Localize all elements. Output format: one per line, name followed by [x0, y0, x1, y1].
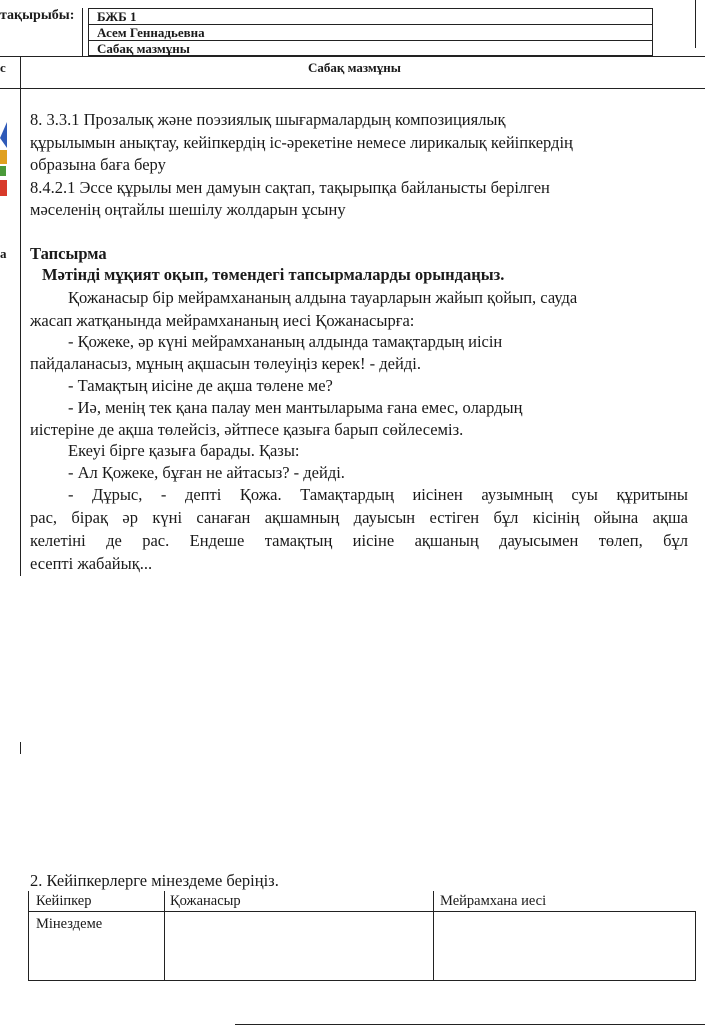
table-header-character: Кейіпкер	[36, 893, 92, 909]
story-line: - Қожеке, әр күні мейрамхананың алдында тамақтардың иісін	[68, 332, 503, 351]
table-right-border	[695, 911, 696, 981]
characteristics-table	[28, 891, 696, 981]
header-row-teacher: Асем Геннадьевна	[88, 24, 653, 40]
table-row-label-characteristic: Мінездеме	[36, 916, 103, 932]
objective-line-2: құрылымын анықтау, кейіпкердің іс-әрекетіне немесе лирикалық кейіпкердің	[30, 133, 573, 152]
story-line: келетіні де рас. Ендеше тамақтың иісіне ақшаның дауысымен төлеп, бұл	[30, 531, 688, 550]
story-line: Екеуі бірге қазыға барады. Қазы:	[68, 441, 300, 460]
table-left-border	[28, 891, 29, 981]
header-row-content: Сабақ мазмұны	[88, 40, 653, 56]
left-column-divider	[20, 56, 21, 576]
objective-line-3: образына баға беру	[30, 155, 166, 174]
table-col-divider-2	[433, 891, 434, 981]
story-line: - Ал Қожеке, бұған не айтасыз? - дейді.	[68, 463, 345, 482]
header-row-bjb: БЖБ 1	[88, 8, 653, 24]
main-column-header: Сабақ мазмұны	[308, 60, 401, 75]
margin-tick	[20, 742, 21, 754]
table-header-restaurant-owner: Мейрамхана иесі	[440, 893, 547, 909]
margin-label: а	[0, 246, 7, 261]
page-bottom-border	[235, 1024, 705, 1025]
story-line: - Иә, менің тек қана палау мен мантыларыма ғана емес, олардың	[68, 398, 523, 417]
margin-illustration	[0, 118, 8, 208]
right-edge-border	[695, 0, 696, 48]
header-divider	[82, 8, 83, 56]
answer-cell-restaurant-owner[interactable]	[437, 915, 692, 977]
story-line: есепті жабайық...	[30, 554, 153, 573]
table-header-kozhanasyr: Қожанасыр	[170, 893, 241, 909]
answer-cell-kozhanasyr[interactable]	[168, 915, 430, 977]
table-top-border	[0, 56, 705, 57]
story-line: пайдаланасыз, мұның ақшасын төлеуіңіз керек! - дейді.	[30, 354, 421, 373]
column-header-bottom-border	[0, 88, 705, 89]
story-line: жасап жатқанында мейрамхананың иесі Қожанасырға:	[30, 311, 415, 330]
story-line: рас, бірақ әр күні санаған ақшамның дауысын естіген бұл кісінің ойына ақша	[30, 508, 688, 527]
left-column-header: с	[0, 60, 6, 75]
header-topic-label: тақырыбы:	[0, 8, 75, 23]
story-line: иістеріне де ақша төлейсіз, әйтпесе қазыға барып сөйлесеміз.	[30, 420, 464, 439]
story-line: - Дұрыс, - депті Қожа. Тамақтардың иісінен аузымның суы құритыны	[68, 485, 688, 504]
story-line: - Тамақтың иісіне де ақша төлене ме?	[68, 376, 333, 395]
objective-line-1: 8. 3.3.1 Прозалық және поэзиялық шығармалардың композициялық	[30, 110, 506, 129]
task-title: Тапсырма	[30, 244, 107, 263]
question-2-text: 2. Кейіпкерлерге мінездеме беріңіз.	[30, 871, 279, 890]
table-col-divider-1	[164, 891, 165, 981]
story-line: Қожанасыр бір мейрамхананың алдына тауарларын жайып қойып, сауда	[68, 288, 578, 307]
objective-line-5: мәселенің оңтайлы шешілу жолдарын ұсыну	[30, 200, 346, 219]
task-instruction: Мәтінді мұқият оқып, төмендегі тапсырмаларды орындаңыз.	[42, 265, 505, 284]
table-bottom-border	[28, 980, 696, 981]
objective-line-4: 8.4.2.1 Эссе құрылы мен дамуын сақтап, тақырыпқа байланысты берілген	[30, 178, 550, 197]
table-header-border	[28, 911, 696, 912]
